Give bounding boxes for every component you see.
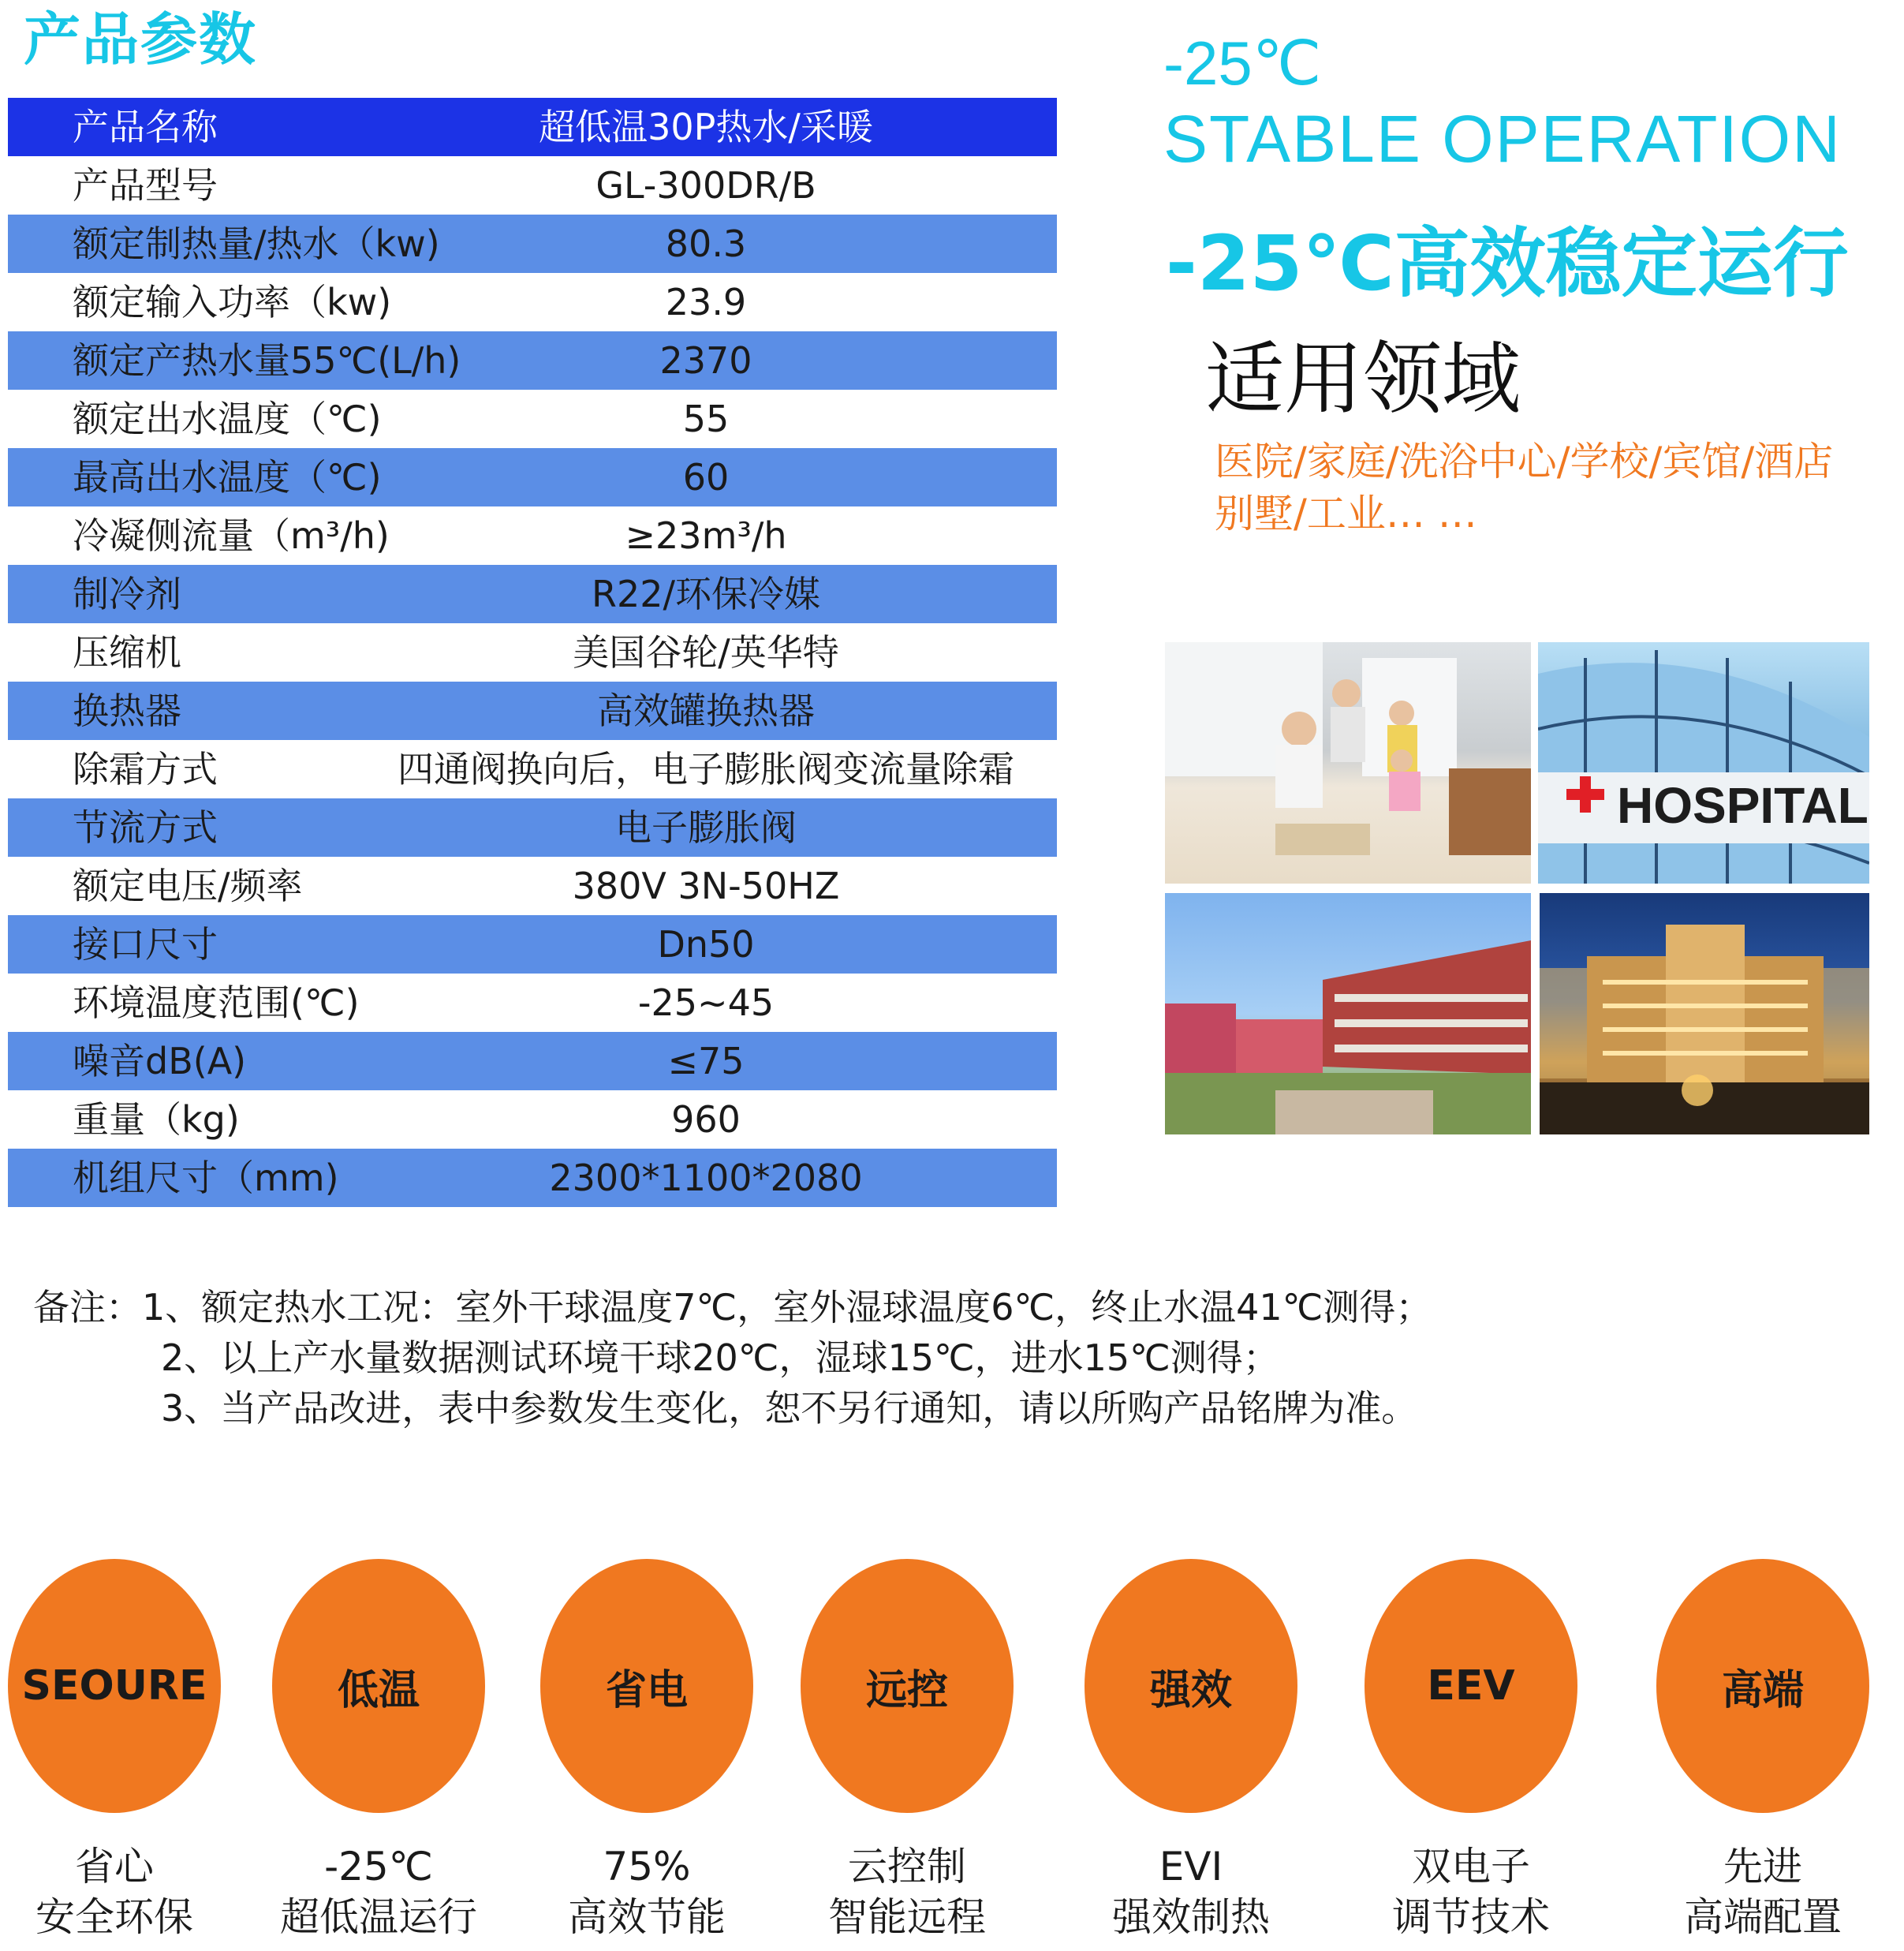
param-value: 高效罐换热器 [597,690,815,732]
stable-operation-label: STABLE OPERATION [1163,102,1842,176]
hotel-photo [1540,893,1869,1134]
param-row [8,974,1057,1032]
hospital-photo [1538,642,1869,884]
param-label: 产品型号 [73,164,218,207]
feature-item [540,1559,753,1942]
note-line-2: 2、以上产水量数据测试环境干球20℃，湿球15℃，进水15℃测得； [161,1336,1279,1379]
param-value: GL-300DR/B [595,164,816,207]
param-row [8,331,1057,390]
param-label: 环境温度范围(℃) [73,981,360,1024]
feature-caption-line-1: 先进 [1723,1844,1802,1889]
param-row [8,682,1057,740]
apply-line-1: 医院/家庭/洗浴中心/学校/宾馆/酒店 [1215,439,1834,484]
apply-list [1215,435,1893,540]
param-label: 除霜方式 [73,748,218,790]
feature-caption-line-2: 高端配置 [1684,1894,1842,1940]
feature-caption-line-1: EVI [1159,1844,1223,1889]
param-label: 节流方式 [73,806,218,849]
feature-caption-line-2: 强效制热 [1112,1894,1270,1940]
param-value: ≥23m³/h [625,514,787,557]
feature-caption-line-1: -25℃ [324,1844,433,1889]
param-label: 换热器 [73,690,181,732]
feature-badge: 低温 [272,1559,485,1813]
param-row [8,448,1057,506]
param-row [8,506,1057,565]
feature-badge: 高端 [1656,1559,1869,1813]
param-row [8,1149,1057,1207]
param-value: 60 [682,456,730,499]
param-label: 最高出水温度（℃) [73,456,382,499]
feature-caption [1656,1841,1869,1942]
param-label: 额定出水温度（℃) [73,398,382,440]
param-row [8,273,1057,331]
param-row [8,857,1057,915]
param-value: Dn50 [657,923,755,966]
note-line-3: 3、当产品改进，表中参数发生变化，恕不另行通知，请以所购产品铭牌为准。 [161,1387,1418,1430]
param-row [8,565,1057,623]
param-value: 2370 [659,339,752,382]
feature-item [8,1559,221,1942]
param-row [8,740,1057,798]
param-label: 额定输入功率（kw) [73,281,392,323]
feature-badge: EEV [1365,1559,1577,1813]
school-photo [1165,893,1531,1134]
param-row [8,215,1057,273]
param-row [8,156,1057,215]
feature-caption-line-2: 调节技术 [1392,1894,1550,1940]
feature-item [1365,1559,1577,1942]
param-label: 重量（kg) [73,1098,240,1141]
apply-title: 适用领域 [1205,333,1521,425]
feature-caption-line-2: 高效节能 [568,1894,726,1940]
param-label: 产品名称 [73,106,218,148]
feature-caption-line-2: 超低温运行 [280,1894,477,1940]
headline: -25℃高效稳定运行 [1166,219,1849,308]
param-label: 额定产热水量55℃(L/h) [73,339,461,382]
param-value: 电子膨胀阀 [615,806,797,849]
temp-label: -25℃ [1163,28,1322,98]
feature-item [1085,1559,1297,1942]
note-line-1: 备注：1、额定热水工况：室外干球温度7℃，室外湿球温度6℃，终止水温41℃测得； [33,1286,1432,1329]
param-label: 机组尺寸（mm) [73,1157,339,1199]
param-label: 额定制热量/热水（kw) [73,222,440,265]
feature-badge: SEOURE [8,1559,221,1813]
hospital-sign-text: HOSPITAL [1617,777,1869,834]
param-value: 960 [671,1098,741,1141]
feature-caption [272,1841,485,1942]
param-row [8,798,1057,857]
feature-caption-line-1: 双电子 [1412,1844,1530,1889]
param-row [8,915,1057,974]
param-label: 接口尺寸 [73,923,218,966]
param-label: 制冷剂 [73,573,181,615]
param-row [8,98,1057,156]
apply-line-2: 别墅/工业… … [1215,491,1477,536]
notes [33,1282,1432,1433]
feature-item [1656,1559,1869,1942]
feature-caption-line-1: 75% [603,1844,691,1889]
feature-caption [1085,1841,1297,1942]
param-row [8,1032,1057,1090]
feature-item [801,1559,1014,1942]
feature-caption-line-1: 云控制 [848,1844,966,1889]
param-label: 冷凝侧流量（m³/h) [73,514,390,557]
feature-caption [8,1841,221,1942]
param-value: 四通阀换向后，电子膨胀阀变流量除霜 [398,748,1014,790]
param-value: R22/环保冷媒 [592,573,820,615]
param-value: 超低温30P热水/采暖 [539,106,873,148]
param-value: 23.9 [665,281,747,323]
section-title: 产品参数 [24,6,258,73]
param-value: 380V 3N-50HZ [572,865,840,907]
param-label: 额定电压/频率 [73,865,303,907]
param-value: 80.3 [665,222,747,265]
feature-caption-line-1: 省心 [75,1844,154,1889]
param-value: 2300*1100*2080 [549,1157,863,1199]
feature-caption [1365,1841,1577,1942]
feature-caption [540,1841,753,1942]
feature-badge: 远控 [801,1559,1014,1813]
feature-caption-line-2: 安全环保 [35,1894,193,1940]
feature-badge: 强效 [1085,1559,1297,1813]
param-table [8,98,1057,1207]
param-value: ≤75 [667,1040,745,1082]
param-label: 噪音dB(A) [73,1040,247,1082]
feature-badge: 省电 [540,1559,753,1813]
family-photo [1165,642,1531,884]
param-value: 美国谷轮/英华特 [573,631,839,674]
param-value: -25~45 [637,981,775,1024]
param-row [8,390,1057,448]
param-row [8,1090,1057,1149]
feature-item [272,1559,485,1942]
param-value: 55 [682,398,730,440]
feature-caption [801,1841,1014,1942]
param-label: 压缩机 [73,631,181,674]
param-row [8,623,1057,682]
feature-caption-line-2: 智能远程 [828,1894,986,1940]
